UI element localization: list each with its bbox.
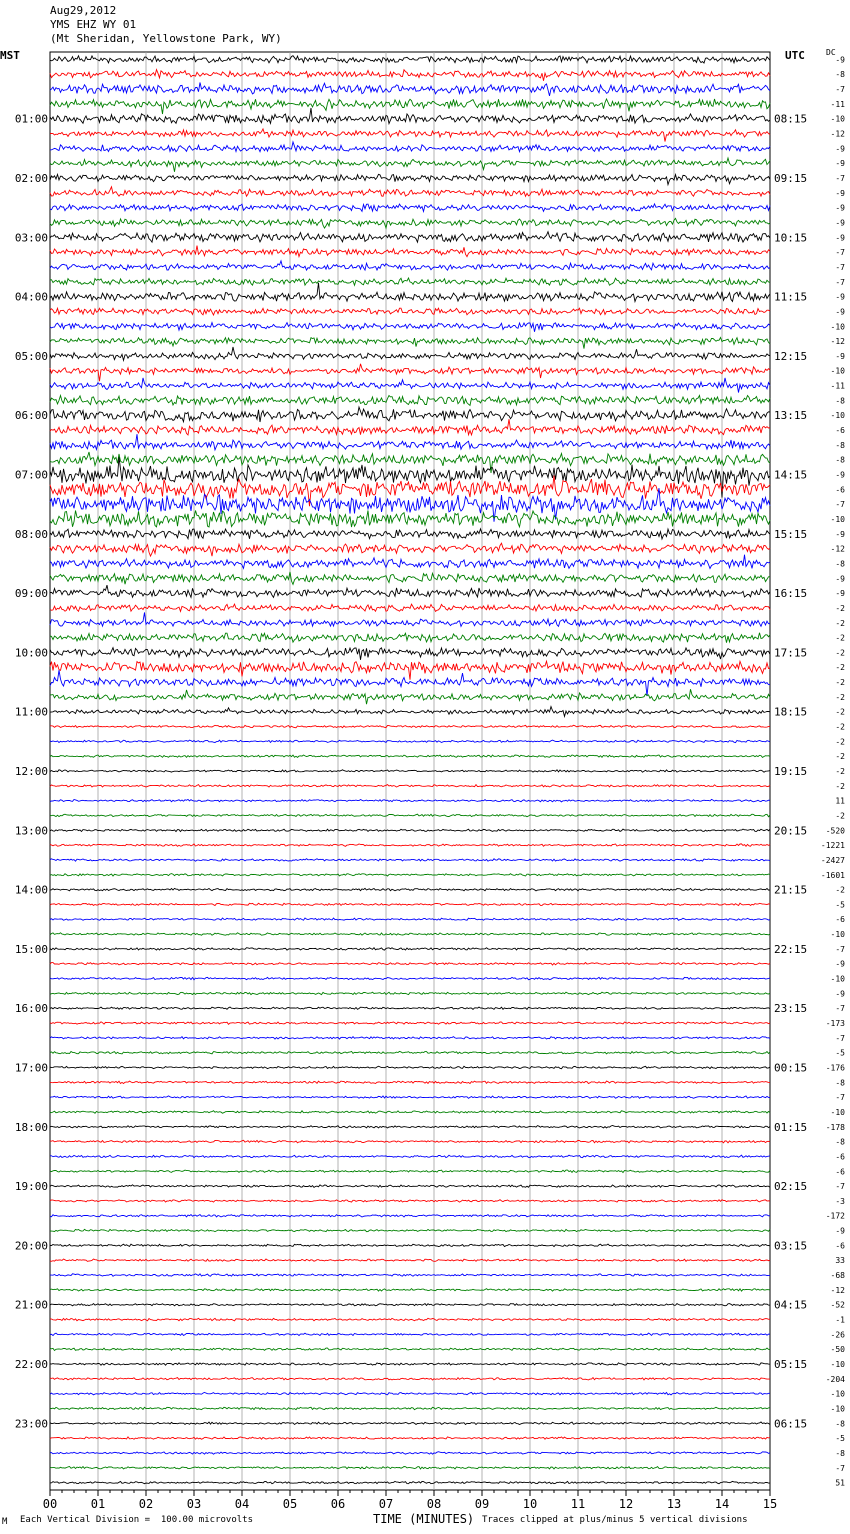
dc-offset-label: -2	[835, 722, 845, 732]
trace-row	[50, 903, 770, 905]
trace-row	[50, 814, 770, 817]
dc-offset-label: -1221	[820, 841, 845, 851]
trace-row	[50, 83, 770, 96]
trace-row	[50, 612, 770, 626]
left-hour-label: 14:00	[14, 883, 48, 897]
trace-row	[50, 476, 770, 507]
right-hour-label: 22:15	[774, 942, 808, 956]
left-hour-label: 21:00	[14, 1298, 48, 1312]
left-hour-label: 17:00	[14, 1061, 48, 1075]
trace-row	[50, 992, 770, 994]
trace-row	[50, 378, 770, 393]
dc-offset-label: -9	[835, 55, 845, 65]
dc-offset-label: -1601	[820, 870, 845, 880]
dc-offset-label: -5	[835, 900, 845, 910]
x-tick-label: 00	[42, 1497, 58, 1511]
trace-row	[50, 859, 770, 862]
x-tick-label: 13	[666, 1497, 682, 1511]
trace-row	[50, 158, 770, 172]
left-hour-label: 09:00	[14, 587, 48, 601]
dc-offset-label: -9	[835, 1226, 845, 1236]
left-hour-label: 13:00	[14, 824, 48, 838]
dc-offset-label: -8	[835, 70, 845, 80]
dc-offset-label: -6	[835, 1241, 845, 1251]
dc-offset-label: -2	[835, 781, 845, 791]
right-hour-label: 20:15	[774, 824, 808, 838]
left-hour-label: 04:00	[14, 290, 48, 304]
trace-row	[50, 1407, 770, 1409]
dc-offset-label: -9	[835, 470, 845, 480]
dc-offset-label: -26	[830, 1330, 845, 1340]
left-hour-label: 08:00	[14, 527, 48, 541]
dc-offset-label: -52	[830, 1300, 845, 1310]
dc-offset-label: -9	[835, 188, 845, 198]
dc-offset-label: -7	[835, 174, 845, 184]
dc-offset-label: -9	[835, 159, 845, 169]
trace-row	[50, 108, 770, 124]
x-tick-label: 10	[522, 1497, 538, 1511]
x-tick-label: 04	[234, 1497, 250, 1511]
dc-offset-label: -12	[830, 544, 845, 554]
trace-row	[50, 1259, 770, 1261]
trace-row	[50, 1081, 770, 1083]
trace-row	[50, 218, 770, 228]
trace-row	[50, 338, 770, 349]
trace-row	[50, 661, 770, 680]
trace-row	[50, 648, 770, 660]
axis-labels	[15, 55, 845, 1511]
dc-offset-label: -9	[835, 959, 845, 969]
trace-row	[50, 689, 770, 704]
dc-offset-label: -2	[835, 885, 845, 895]
dc-offset-label: -3	[835, 1196, 845, 1206]
trace-row	[50, 278, 770, 285]
right-hour-label: 13:15	[774, 409, 808, 423]
x-tick-label: 09	[474, 1497, 490, 1511]
dc-offset-label: -7	[835, 1093, 845, 1103]
scale-note: Each Vertical Division = 100.00 microvolts	[20, 1515, 253, 1525]
right-hour-label: 15:15	[774, 527, 808, 541]
dc-offset-label: -10	[830, 114, 845, 124]
dc-offset-label: -9	[835, 351, 845, 361]
trace-row	[50, 1096, 770, 1098]
left-axis-title: MST	[0, 49, 20, 62]
x-tick-label: 01	[90, 1497, 106, 1511]
dc-offset-label: -9	[835, 203, 845, 213]
dc-offset-label: -9	[835, 989, 845, 999]
right-hour-label: 01:15	[774, 1120, 808, 1134]
trace-row	[50, 308, 770, 315]
dc-offset-label: -2	[835, 663, 845, 673]
dc-offset-label: -2	[835, 752, 845, 762]
trace-row	[50, 452, 770, 473]
trace-row	[50, 543, 770, 556]
dc-offset-label: -2	[835, 648, 845, 658]
right-hour-label: 18:15	[774, 705, 808, 719]
trace-row	[50, 99, 770, 114]
left-hour-label: 05:00	[14, 349, 48, 363]
dc-offset-label: -7	[835, 85, 845, 95]
dc-offset-label: -10	[830, 1389, 845, 1399]
dc-offset-label: -8	[835, 1137, 845, 1147]
dc-offset-label: -9	[835, 529, 845, 539]
dc-offset-label: -8	[835, 559, 845, 569]
trace-row	[50, 1229, 770, 1231]
dc-offset-label: -7	[835, 1182, 845, 1192]
header-station: YMS EHZ WY 01	[50, 18, 137, 31]
trace-row	[50, 888, 770, 891]
trace-row	[50, 187, 770, 197]
trace-row	[50, 347, 770, 360]
dc-offset-label: -5	[835, 1434, 845, 1444]
dc-offset-label: -8	[835, 1078, 845, 1088]
trace-row	[50, 1392, 770, 1395]
dc-offset-label: -2	[835, 633, 845, 643]
x-tick-label: 08	[426, 1497, 442, 1511]
trace-row	[50, 56, 770, 63]
right-hour-label: 02:15	[774, 1180, 808, 1194]
trace-row	[50, 785, 770, 787]
x-tick-label: 07	[378, 1497, 394, 1511]
dc-offset-label: -9	[835, 574, 845, 584]
dc-offset-label: 11	[835, 796, 845, 806]
dc-offset-label: 51	[835, 1478, 845, 1488]
left-hour-label: 01:00	[14, 112, 48, 126]
dc-offset-label: -520	[825, 826, 845, 836]
dc-offset-label: -9	[835, 589, 845, 599]
dc-offset-label: -2427	[820, 855, 845, 865]
trace-row	[50, 1422, 770, 1425]
trace-row	[50, 434, 770, 450]
dc-offset-label: -2	[835, 603, 845, 613]
trace-row	[50, 1363, 770, 1365]
right-hour-label: 05:15	[774, 1357, 808, 1371]
dc-offset-label: -9	[835, 292, 845, 302]
trace-row	[50, 1126, 770, 1129]
trace-row	[50, 874, 770, 876]
dc-offset-label: -2	[835, 767, 845, 776]
left-hour-label: 16:00	[14, 1002, 48, 1016]
dc-offset-label: -10	[830, 322, 845, 332]
dc-offset-label: -8	[835, 396, 845, 406]
trace-row	[50, 963, 770, 966]
dc-offset-label: -10	[830, 366, 845, 376]
trace-row	[50, 1140, 770, 1143]
right-axis-title: UTC	[785, 49, 805, 62]
trace-row	[50, 977, 770, 979]
header-date: Aug29,2012	[50, 4, 117, 17]
dc-offset-label: -7	[835, 944, 845, 954]
dc-offset-label: -7	[835, 277, 845, 287]
trace-row	[50, 948, 770, 950]
trace-row	[50, 129, 770, 142]
trace-row	[50, 1111, 770, 1114]
dc-offset-label: -7	[835, 500, 845, 510]
right-hour-label: 03:15	[774, 1239, 808, 1253]
trace-row	[50, 511, 770, 528]
right-hour-label: 14:15	[774, 468, 808, 482]
dc-offset-label: -10	[830, 974, 845, 984]
right-hour-label: 17:15	[774, 646, 808, 660]
trace-row	[50, 1289, 770, 1292]
trace-row	[50, 725, 770, 728]
left-hour-label: 07:00	[14, 468, 48, 482]
trace-row	[50, 740, 770, 743]
dc-offset-label: -7	[835, 1463, 845, 1473]
dc-offset-label: -2	[835, 737, 845, 747]
trace-row	[50, 142, 770, 152]
right-hour-label: 12:15	[774, 349, 808, 363]
trace-row	[50, 407, 770, 422]
trace-row	[50, 261, 770, 270]
dc-offset-label: -6	[835, 915, 845, 925]
dc-offset-label: -7	[835, 1004, 845, 1014]
right-hour-label: 11:15	[774, 290, 808, 304]
x-tick-label: 11	[570, 1497, 586, 1511]
trace-row	[50, 633, 770, 643]
trace-row	[50, 585, 770, 597]
trace-row	[50, 246, 770, 257]
dc-offset-label: -12	[830, 337, 845, 347]
trace-row	[50, 174, 770, 184]
dc-label: DC	[826, 48, 836, 57]
dc-offset-label: -1	[835, 1315, 845, 1325]
trace-group	[50, 56, 770, 1484]
trace-row	[50, 770, 770, 772]
dc-offset-label: -50	[830, 1345, 845, 1355]
x-tick-label: 03	[186, 1497, 202, 1511]
dc-offset-label: -10	[830, 514, 845, 524]
dc-offset-label: -173	[825, 1019, 845, 1029]
dc-offset-label: -9	[835, 233, 845, 243]
trace-row	[50, 395, 770, 405]
left-hour-label: 23:00	[14, 1417, 48, 1431]
x-tick-label: 06	[330, 1497, 346, 1511]
trace-row	[50, 1274, 770, 1277]
left-hour-label: 18:00	[14, 1120, 48, 1134]
x-tick-label: 15	[762, 1497, 778, 1511]
dc-offset-label: -6	[835, 426, 845, 436]
trace-row	[50, 555, 770, 569]
trace-row	[50, 70, 770, 81]
x-tick-label: 05	[282, 1497, 298, 1511]
dc-offset-label: -8	[835, 1448, 845, 1458]
trace-row	[50, 799, 770, 802]
trace-row	[50, 829, 770, 831]
trace-row	[50, 1051, 770, 1054]
x-tick-label: 12	[618, 1497, 634, 1511]
dc-offset-label: -10	[830, 1404, 845, 1414]
trace-row	[50, 1170, 770, 1172]
left-hour-label: 02:00	[14, 172, 48, 186]
dc-offset-label: -178	[825, 1122, 845, 1132]
left-hour-label: 22:00	[14, 1357, 48, 1371]
x-axis-title: TIME (MINUTES)	[373, 1512, 475, 1526]
header-location: (Mt Sheridan, Yellowstone Park, WY)	[50, 32, 282, 45]
dc-offset-label: -10	[830, 411, 845, 421]
dc-offset-label: -10	[830, 1107, 845, 1117]
x-tick-label: 14	[714, 1497, 730, 1511]
dc-offset-label: -11	[830, 381, 845, 391]
dc-offset-label: -6	[835, 1167, 845, 1177]
dc-offset-label: -6	[835, 485, 845, 495]
right-hour-label: 23:15	[774, 1002, 808, 1016]
dc-offset-label: -10	[830, 1359, 845, 1369]
left-hour-label: 15:00	[14, 942, 48, 956]
dc-offset-label: -5	[835, 1048, 845, 1058]
trace-row	[50, 1452, 770, 1455]
trace-row	[50, 1155, 770, 1157]
clip-note: Traces clipped at plus/minus 5 vertical divisions	[482, 1515, 748, 1525]
trace-row	[50, 364, 770, 381]
dc-offset-label: -176	[825, 1063, 845, 1073]
right-hour-label: 06:15	[774, 1417, 808, 1431]
left-hour-label: 19:00	[14, 1180, 48, 1194]
dc-offset-label: -8	[835, 455, 845, 465]
trace-row	[50, 1037, 770, 1040]
dc-offset-label: -2	[835, 811, 845, 821]
trace-row	[50, 1215, 770, 1217]
dc-offset-label: -10	[830, 930, 845, 940]
trace-row	[50, 1467, 770, 1470]
trace-row	[50, 670, 770, 696]
trace-row	[50, 1066, 770, 1069]
dc-offset-label: -9	[835, 307, 845, 317]
trace-row	[50, 844, 770, 846]
left-hour-label: 10:00	[14, 646, 48, 660]
dc-offset-label: 33	[835, 1256, 845, 1266]
trace-row	[50, 1481, 770, 1483]
trace-row	[50, 1378, 770, 1380]
dc-offset-label: -9	[835, 218, 845, 228]
trace-row	[50, 1244, 770, 1247]
left-hour-label: 06:00	[14, 409, 48, 423]
trace-row	[50, 1185, 770, 1188]
dc-offset-label: -204	[825, 1374, 845, 1384]
right-hour-label: 19:15	[774, 765, 808, 778]
right-hour-label: 10:15	[774, 231, 808, 245]
dc-offset-label: -2	[835, 692, 845, 702]
trace-row	[50, 419, 770, 435]
time-grid	[50, 52, 770, 1496]
dc-offset-label: -68	[830, 1271, 845, 1281]
dc-offset-label: -7	[835, 248, 845, 258]
trace-row	[50, 918, 770, 920]
dc-offset-label: -9	[835, 144, 845, 154]
trace-row	[50, 933, 770, 935]
trace-row	[50, 1318, 770, 1321]
left-hour-label: 11:00	[14, 705, 48, 719]
left-hour-label: 12:00	[14, 765, 48, 778]
right-hour-label: 04:15	[774, 1298, 808, 1312]
trace-row	[50, 1007, 770, 1009]
trace-row	[50, 1437, 770, 1439]
right-hour-label: 08:15	[774, 112, 808, 126]
trace-row	[50, 1304, 770, 1306]
dc-offset-label: -8	[835, 440, 845, 450]
right-hour-label: 09:15	[774, 172, 808, 186]
dc-offset-label: -7	[835, 262, 845, 272]
trace-row	[50, 232, 770, 243]
right-hour-label: 00:15	[774, 1061, 808, 1075]
dc-offset-label: -2	[835, 678, 845, 688]
right-hour-label: 16:15	[774, 587, 808, 601]
trace-row	[50, 204, 770, 212]
dc-offset-label: -8	[835, 1419, 845, 1429]
trace-row	[50, 604, 770, 611]
trace-row	[50, 529, 770, 539]
left-hour-label: 03:00	[14, 231, 48, 245]
trace-row	[50, 283, 770, 302]
dc-offset-label: -2	[835, 707, 845, 717]
trace-row	[50, 488, 770, 522]
dc-offset-label: -172	[825, 1211, 845, 1221]
trace-row	[50, 1200, 770, 1202]
trace-row	[50, 323, 770, 332]
left-hour-label: 20:00	[14, 1239, 48, 1253]
trace-row	[50, 572, 770, 585]
dc-offset-label: -12	[830, 1285, 845, 1295]
trace-row	[50, 1348, 770, 1351]
dc-offset-label: -11	[830, 99, 845, 109]
trace-row	[50, 755, 770, 757]
trace-row	[50, 707, 770, 717]
trace-row	[50, 1333, 770, 1335]
dc-offset-label: -12	[830, 129, 845, 139]
right-hour-label: 21:15	[774, 883, 808, 897]
trace-row	[50, 1022, 770, 1025]
dc-offset-label: -7	[835, 1033, 845, 1043]
corner-mark: M	[2, 1517, 8, 1527]
dc-offset-label: -6	[835, 1152, 845, 1162]
dc-offset-label: -2	[835, 618, 845, 628]
x-tick-label: 02	[138, 1497, 154, 1511]
